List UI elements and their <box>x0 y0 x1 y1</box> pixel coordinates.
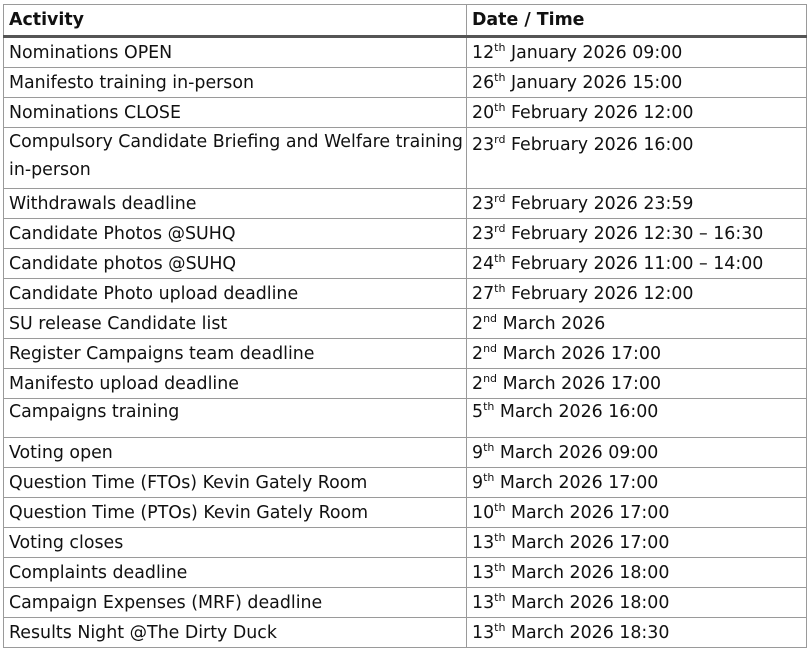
datetime-cell <box>467 279 807 309</box>
datetime-cell <box>467 369 807 399</box>
table-row <box>4 219 807 249</box>
date-ordinal-suffix: th <box>483 400 495 414</box>
table-row <box>4 528 807 558</box>
date-ordinal-suffix: th <box>494 281 506 295</box>
date-rest: March 2026 18:30 <box>510 622 670 643</box>
datetime-cell <box>467 37 807 68</box>
table-row <box>4 558 807 588</box>
activity-cell: Voting open <box>4 438 467 468</box>
date-ordinal-suffix: th <box>483 470 495 484</box>
header-activity: Activity <box>4 5 467 37</box>
table-row <box>4 369 807 399</box>
schedule-body <box>4 37 807 648</box>
date-day: 23 <box>472 193 495 214</box>
activity-cell: Voting closes <box>4 528 467 558</box>
activity-cell: Question Time (PTOs) Kevin Gately Room <box>4 498 467 528</box>
date-day: 12 <box>472 42 495 63</box>
date-rest: February 2026 16:00 <box>510 135 694 155</box>
table-row <box>4 249 807 279</box>
activity-cell: SU release Candidate list <box>4 309 467 339</box>
activity-cell: Question Time (FTOs) Kevin Gately Room <box>4 468 467 498</box>
date-rest: February 2026 12:00 <box>510 102 694 123</box>
activity-cell: Results Night @The Dirty Duck <box>4 618 467 648</box>
date-ordinal-suffix: th <box>494 500 506 514</box>
date-day: 2 <box>472 343 484 364</box>
datetime-cell <box>467 219 807 249</box>
date-ordinal-suffix: th <box>494 100 506 114</box>
date-ordinal-suffix: th <box>494 530 506 544</box>
table-row <box>4 37 807 68</box>
activity-cell: Candidate photos @SUHQ <box>4 249 467 279</box>
activity-cell: Nominations CLOSE <box>4 98 467 128</box>
date-ordinal-suffix: nd <box>483 341 498 355</box>
schedule-table <box>3 4 807 648</box>
date-day: 13 <box>472 562 495 583</box>
datetime-cell <box>467 309 807 339</box>
header-row <box>4 5 807 37</box>
date-rest: March 2026 09:00 <box>499 442 659 463</box>
date-rest: March 2026 17:00 <box>510 502 670 523</box>
date-rest: March 2026 18:00 <box>510 592 670 613</box>
datetime-cell <box>467 468 807 498</box>
datetime-cell <box>467 249 807 279</box>
date-rest: March 2026 17:00 <box>510 532 670 553</box>
table-row <box>4 498 807 528</box>
date-ordinal-suffix: th <box>494 70 506 84</box>
activity-cell: Withdrawals deadline <box>4 189 467 219</box>
date-rest: March 2026 17:00 <box>499 472 659 493</box>
table-row <box>4 468 807 498</box>
date-rest: March 2026 <box>502 313 606 334</box>
datetime-cell <box>467 339 807 369</box>
datetime-cell <box>467 98 807 128</box>
date-rest: March 2026 17:00 <box>502 373 662 394</box>
date-rest: February 2026 12:30 – 16:30 <box>510 223 764 244</box>
table-row <box>4 309 807 339</box>
activity-cell: Manifesto training in-person <box>4 68 467 98</box>
header-datetime: Date / Time <box>467 5 807 37</box>
activity-cell: Manifesto upload deadline <box>4 369 467 399</box>
date-day: 23 <box>472 223 495 244</box>
datetime-cell <box>467 618 807 648</box>
date-day: 13 <box>472 592 495 613</box>
date-ordinal-suffix: th <box>483 440 495 454</box>
datetime-cell <box>467 68 807 98</box>
date-ordinal-suffix: th <box>494 40 506 54</box>
date-ordinal-suffix: rd <box>494 133 506 147</box>
datetime-cell <box>467 438 807 468</box>
datetime-cell <box>467 528 807 558</box>
date-day: 10 <box>472 502 495 523</box>
date-ordinal-suffix: rd <box>494 191 506 205</box>
table-row <box>4 68 807 98</box>
date-day: 9 <box>472 472 484 493</box>
date-ordinal-suffix: th <box>494 590 506 604</box>
date-rest: February 2026 23:59 <box>510 193 694 214</box>
activity-cell: Nominations OPEN <box>4 37 467 68</box>
table-row <box>4 339 807 369</box>
date-day: 27 <box>472 283 495 304</box>
date-day: 13 <box>472 622 495 643</box>
activity-cell: Campaign Expenses (MRF) deadline <box>4 588 467 618</box>
table-row <box>4 399 807 438</box>
date-day: 24 <box>472 253 495 274</box>
date-rest: March 2026 17:00 <box>502 343 662 364</box>
date-rest: January 2026 15:00 <box>510 72 683 93</box>
table-row <box>4 128 807 189</box>
date-ordinal-suffix: rd <box>494 221 506 235</box>
datetime-cell <box>467 588 807 618</box>
datetime-cell <box>467 128 807 189</box>
date-rest: February 2026 11:00 – 14:00 <box>510 253 764 274</box>
table-row <box>4 618 807 648</box>
activity-cell: Register Campaigns team deadline <box>4 339 467 369</box>
activity-cell: Complaints deadline <box>4 558 467 588</box>
date-rest: February 2026 12:00 <box>510 283 694 304</box>
date-day: 13 <box>472 532 495 553</box>
table-row <box>4 588 807 618</box>
date-ordinal-suffix: th <box>494 560 506 574</box>
datetime-cell <box>467 498 807 528</box>
date-ordinal-suffix: th <box>494 620 506 634</box>
activity-cell: Campaigns training <box>4 399 467 438</box>
date-ordinal-suffix: th <box>494 251 506 265</box>
table-row <box>4 438 807 468</box>
datetime-cell <box>467 189 807 219</box>
date-day: 9 <box>472 442 484 463</box>
table-row <box>4 98 807 128</box>
date-ordinal-suffix: nd <box>483 311 498 325</box>
date-rest: January 2026 09:00 <box>510 42 683 63</box>
activity-cell: Compulsory Candidate Briefing and Welfare training in-person <box>4 128 467 189</box>
activity-cell: Candidate Photos @SUHQ <box>4 219 467 249</box>
table-row <box>4 189 807 219</box>
date-day: 2 <box>472 313 484 334</box>
table-row <box>4 279 807 309</box>
date-rest: March 2026 18:00 <box>510 562 670 583</box>
date-day: 2 <box>472 373 484 394</box>
activity-cell: Candidate Photo upload deadline <box>4 279 467 309</box>
date-day: 23 <box>472 135 495 155</box>
datetime-cell <box>467 399 807 438</box>
date-rest: March 2026 16:00 <box>499 402 659 422</box>
datetime-cell <box>467 558 807 588</box>
date-ordinal-suffix: nd <box>483 371 498 385</box>
date-day: 26 <box>472 72 495 93</box>
date-day: 20 <box>472 102 495 123</box>
date-day: 5 <box>472 402 484 422</box>
